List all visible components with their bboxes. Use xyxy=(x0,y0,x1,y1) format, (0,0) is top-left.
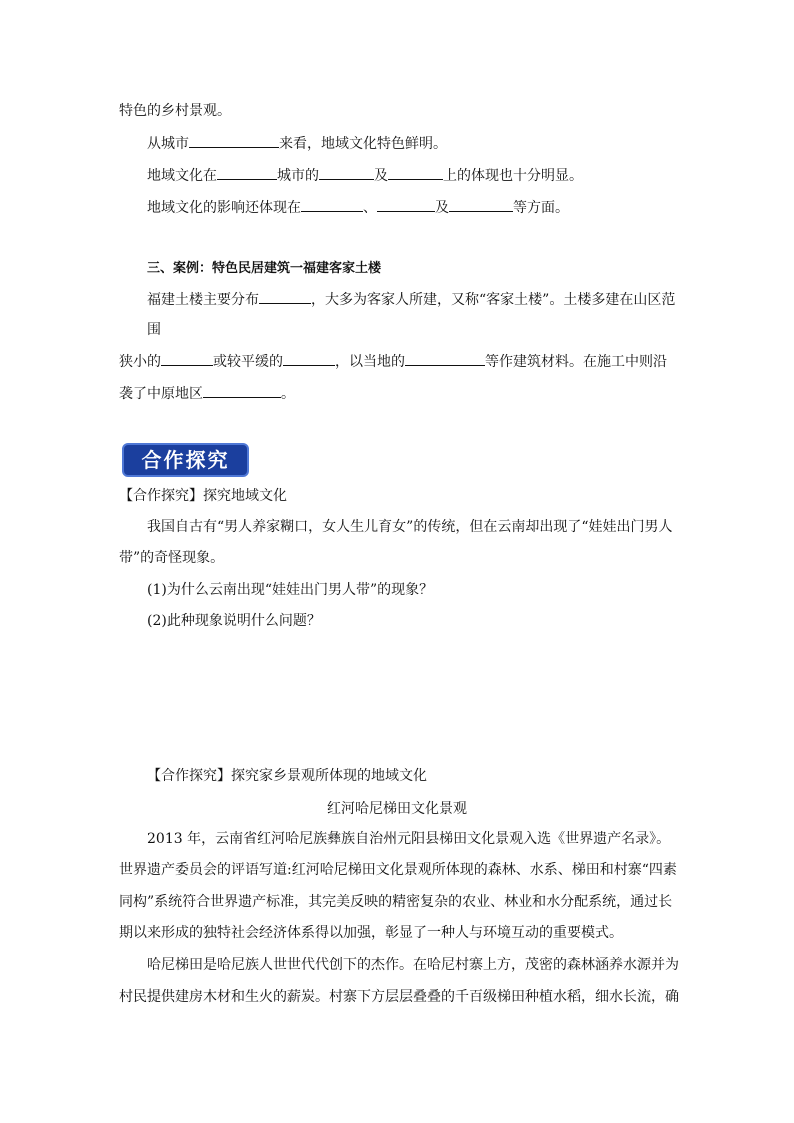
text: 。 xyxy=(281,386,295,402)
blank-underline[interactable] xyxy=(319,165,374,180)
section-heading: 三、案例：特色民居建筑一福建客家土楼 xyxy=(147,261,382,276)
fill-blank-line xyxy=(119,351,667,372)
text: 等方面。 xyxy=(513,200,569,216)
text: 及 xyxy=(435,200,449,216)
blank-underline[interactable] xyxy=(259,289,311,304)
text: 、 xyxy=(363,200,377,216)
text: 特色的乡村景观。 xyxy=(119,103,231,119)
fill-blank-line xyxy=(147,165,583,186)
blank-underline[interactable] xyxy=(283,351,335,366)
paragraph-line: 2013 年，云南省红河哈尼族彝族自治州元阳县梯田文化景观入选《世界遗产名录》。 xyxy=(147,831,671,847)
text: 及 xyxy=(374,168,388,184)
text: 福建土楼主要分布 xyxy=(147,292,259,308)
paragraph-line xyxy=(119,101,231,121)
paragraph-line: 哈尼梯田是哈尼族人世世代代创下的杰作。在哈尼村寨上方，茂密的森林涵养水源并为 xyxy=(147,957,679,973)
blank-underline[interactable] xyxy=(449,197,513,212)
question-line: (2)此种现象说明什么问题？ xyxy=(147,613,321,629)
article-title: 红河哈尼梯田文化景观 xyxy=(327,801,467,817)
blank-underline[interactable] xyxy=(189,133,279,148)
text: 狭小的 xyxy=(119,354,161,370)
blank-underline[interactable] xyxy=(217,165,277,180)
paragraph-line: 期以来形成的独特社会经济体系得以加强，彰显了一种人与环境互动的重要模式。 xyxy=(119,925,623,941)
cooperative-inquiry-badge: 合作探究 xyxy=(122,443,249,477)
paragraph-line: 世界遗产委员会的评语写道:红河哈尼梯田文化景观所体现的森林、水系、梯田和村寨“四素 xyxy=(119,862,677,878)
question-line: (1)为什么云南出现“娃娃出门男人带”的现象？ xyxy=(147,582,434,598)
text: 城市的 xyxy=(277,168,319,184)
fill-blank-line xyxy=(147,133,447,154)
text: 地域文化在 xyxy=(147,168,217,184)
text: 地域文化的影响还体现在 xyxy=(147,200,301,216)
paragraph-line: 带”的奇怪现象。 xyxy=(119,550,225,566)
text: 围 xyxy=(147,322,161,338)
text: 来看，地域文化特色鲜明。 xyxy=(279,136,447,152)
fill-blank-line xyxy=(119,383,295,404)
text: ，大多为客家人所建，又称“客家土楼”。土楼多建在山区范 xyxy=(311,292,676,308)
paragraph-line: 村民提供建房木材和生火的薪炭。村寨下方层层叠叠的千百级梯田种植水稻，细水长流，确 xyxy=(119,989,679,1005)
text: 或较平缓的 xyxy=(213,354,283,370)
blank-underline[interactable] xyxy=(203,383,281,398)
text: 袭了中原地区 xyxy=(119,386,203,402)
paragraph-line: 我国自古有“男人养家糊口，女人生儿育女”的传统，但在云南却出现了“娃娃出门男人 xyxy=(147,519,673,535)
text: ，以当地的 xyxy=(335,354,405,370)
fill-blank-line xyxy=(147,289,675,310)
paragraph-line xyxy=(147,320,161,340)
text: 从城市 xyxy=(147,136,189,152)
paragraph-line: 同构”系统符合世界遗产标准，其完美反映的精密复杂的农业、林业和水分配系统，通过长 xyxy=(119,894,673,910)
text: 上的体现也十分明显。 xyxy=(443,168,583,184)
fill-blank-line xyxy=(147,197,569,218)
blank-underline[interactable] xyxy=(388,165,443,180)
inquiry-title: 【合作探究】探究地域文化 xyxy=(119,488,287,504)
blank-underline[interactable] xyxy=(377,197,435,212)
inquiry-title: 【合作探究】探究家乡景观所体现的地域文化 xyxy=(147,768,427,784)
blank-underline[interactable] xyxy=(161,351,213,366)
text: 等作建筑材料。在施工中则沿 xyxy=(485,354,667,370)
blank-underline[interactable] xyxy=(301,197,363,212)
blank-underline[interactable] xyxy=(405,351,485,366)
